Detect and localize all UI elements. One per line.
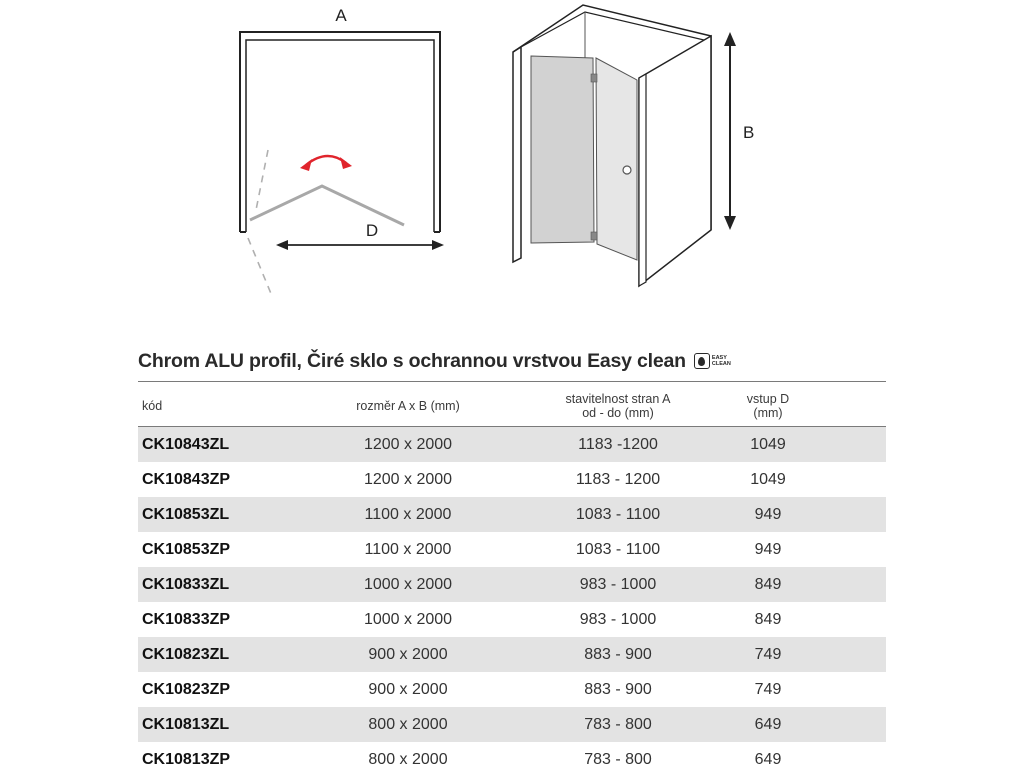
cell-code: CK10823ZL <box>142 646 230 663</box>
dimension-d-arrow-right <box>432 240 444 250</box>
cell-size: 800 x 2000 <box>368 751 448 768</box>
hinge-bottom <box>591 232 597 240</box>
cell-entry: 1049 <box>750 471 786 488</box>
swing-arrowhead-right <box>340 157 352 169</box>
cell-code: CK10853ZP <box>142 541 231 558</box>
dimension-b-arrow-bottom <box>724 216 736 230</box>
header-entry: vstup D (mm) <box>746 392 790 420</box>
header-adjustability: stavitelnost stran A od - do (mm) <box>565 392 671 420</box>
cell-adjustability: 783 - 800 <box>584 716 652 733</box>
table-row <box>138 567 886 602</box>
cell-code: CK10813ZL <box>142 716 230 733</box>
product-table <box>138 386 886 777</box>
cell-size: 1200 x 2000 <box>363 436 453 453</box>
cell-size: 900 x 2000 <box>368 681 448 698</box>
cell-code: CK10843ZL <box>142 436 230 453</box>
right-wall-edge <box>639 74 646 286</box>
cell-size: 800 x 2000 <box>368 716 448 733</box>
cell-entry: 649 <box>754 716 782 733</box>
header-size: rozměr A x B (mm) <box>356 399 460 413</box>
cell-adjustability: 1183 -1200 <box>578 436 658 453</box>
cell-entry: 1049 <box>750 436 786 453</box>
cell-entry: 949 <box>754 506 782 523</box>
cell-size: 1100 x 2000 <box>364 506 452 523</box>
dimension-a-label: A <box>335 6 347 25</box>
top-view-diagram <box>240 6 444 296</box>
door-swing-dash-2 <box>248 238 272 296</box>
cell-entry: 949 <box>754 541 782 558</box>
header-code: kód <box>142 399 163 413</box>
cell-code: CK10833ZP <box>142 611 231 628</box>
cell-adjustability: 983 - 1000 <box>579 576 657 593</box>
wall-profile-outline <box>240 32 440 232</box>
product-title: Chrom ALU profil, Čiré sklo s ochrannou vrstvou Easy clean <box>138 349 686 372</box>
water-drop-icon <box>694 353 710 369</box>
table-row <box>138 462 886 497</box>
cell-size: 1100 x 2000 <box>364 541 452 558</box>
cell-adjustability: 1183 - 1200 <box>575 471 661 488</box>
cell-entry: 849 <box>754 611 782 628</box>
swing-direction-arrow-icon <box>306 156 346 165</box>
table-row <box>138 707 886 742</box>
table-row <box>138 532 886 567</box>
wall-profile-inner <box>246 40 434 232</box>
table-row <box>138 602 886 637</box>
cell-size: 1000 x 2000 <box>363 576 453 593</box>
cell-size: 900 x 2000 <box>368 646 448 663</box>
cell-adjustability: 783 - 800 <box>584 751 652 768</box>
table-header <box>138 386 886 426</box>
product-title-row <box>138 346 886 376</box>
table-row <box>138 427 886 462</box>
title-divider <box>138 381 886 382</box>
cell-adjustability: 983 - 1000 <box>579 611 657 628</box>
door-knob-icon <box>623 166 631 174</box>
cell-adjustability: 1083 - 1100 <box>575 541 661 558</box>
cell-entry: 749 <box>754 646 782 663</box>
cell-code: CK10823ZP <box>142 681 231 698</box>
glass-door-right-pane <box>596 58 637 260</box>
cell-code: CK10853ZL <box>142 506 230 523</box>
glass-door-left-pane <box>531 56 594 243</box>
cell-entry: 749 <box>754 681 782 698</box>
table-row <box>138 497 886 532</box>
dimension-d-arrow-left <box>276 240 288 250</box>
cell-size: 1200 x 2000 <box>363 471 453 488</box>
product-diagrams <box>0 0 1024 330</box>
easy-clean-badge <box>694 353 731 369</box>
cell-entry: 649 <box>754 751 782 768</box>
folding-door-line <box>250 186 404 225</box>
right-wall-panel <box>639 36 711 286</box>
cell-adjustability: 883 - 900 <box>584 646 652 663</box>
swing-arrowhead-left <box>300 159 312 171</box>
cell-size: 1000 x 2000 <box>363 611 453 628</box>
table-row <box>138 637 886 672</box>
dimension-b-label: B <box>743 123 755 142</box>
perspective-diagram <box>513 5 754 286</box>
hinge-top <box>591 74 597 82</box>
cell-adjustability: 883 - 900 <box>584 681 652 698</box>
door-swing-dash-1 <box>256 150 268 210</box>
easy-clean-text: EASY CLEAN <box>711 355 731 367</box>
table-row <box>138 672 886 707</box>
table-row <box>138 742 886 777</box>
dimension-d-label: D <box>365 221 379 240</box>
left-wall-panel <box>513 47 521 262</box>
cell-entry: 849 <box>754 576 782 593</box>
cell-code: CK10833ZL <box>142 576 230 593</box>
cell-adjustability: 1083 - 1100 <box>575 506 661 523</box>
cell-code: CK10813ZP <box>142 751 231 768</box>
cell-code: CK10843ZP <box>142 471 231 488</box>
dimension-b-arrow-top <box>724 32 736 46</box>
